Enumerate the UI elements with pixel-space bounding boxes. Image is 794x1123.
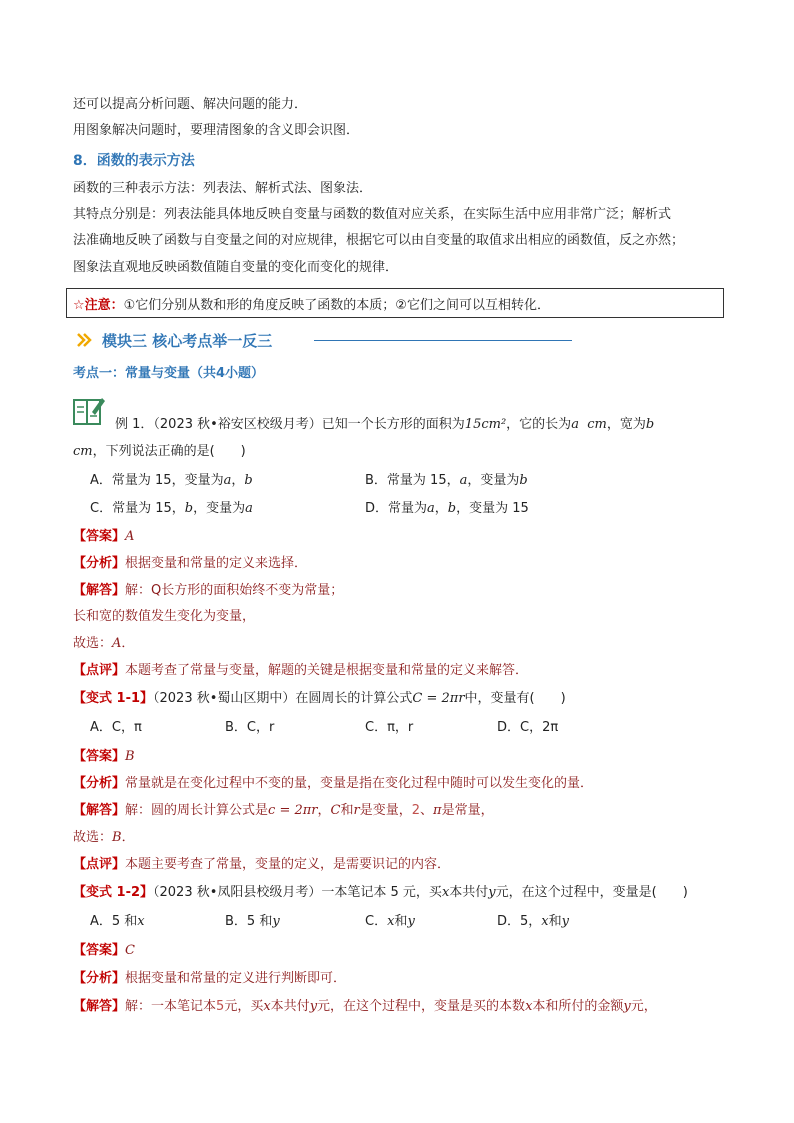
section-heading: 8．函数的表示方法: [73, 153, 195, 169]
variant-stem: 【变式 1-2】（2023 秋•凤阳县校级月考）一本笔记本 5 元，买x本共付y元，在这个过程中，变量是( ): [73, 885, 688, 900]
option-a[interactable]: A．5 和x: [90, 914, 145, 929]
solution-row: 【解答】解：Q长方形的面积始终不变为常量；: [73, 583, 344, 598]
note-box: [66, 288, 724, 318]
paragraph: 图象法直观地反映函数值随自变量的变化而变化的规律．: [73, 260, 399, 275]
module-title: 模块三 核心考点举一反三: [102, 332, 273, 350]
example-stem-cont: cm，下列说法正确的是( ): [73, 444, 246, 459]
comment-row: 【点评】本题考查了常量与变量，解题的关键是根据变量和常量的定义来解答．: [73, 663, 529, 678]
note-text: ①它们分别从数和形的角度反映了函数的本质；②它们之间可以互相转化．: [123, 298, 550, 313]
option-c[interactable]: C．x和y: [365, 914, 415, 929]
analysis-row: 【分析】常量就是在变化过程中不变的量，变量是指在变化过程中随时可以发生变化的量．: [73, 776, 594, 791]
solution-row: 故选：A．: [73, 636, 135, 651]
option-b[interactable]: B．常量为 15，a，变量为b: [365, 473, 528, 488]
intro-line-2: 用图象解决问题时，要理清图象的含义即会识图．: [73, 123, 360, 138]
paragraph: 函数的三种表示方法：列表法、解析式法、图象法．: [73, 181, 373, 196]
option-d[interactable]: D．C，2π: [497, 720, 559, 735]
kaodian-heading: 考点一：常量与变量（共4小题）: [73, 366, 265, 381]
solution-row: 故选：B．: [73, 830, 135, 845]
comment-row: 【点评】本题主要考查了常量，变量的定义，是需要识记的内容．: [73, 857, 451, 872]
option-d[interactable]: D．5，x和y: [497, 914, 570, 929]
answer-row: 【答案】A: [73, 529, 135, 544]
analysis-row: 【分析】根据变量和常量的定义进行判断即可．: [73, 971, 347, 986]
paragraph: 其特点分别是：列表法能具体地反映自变量与函数的数值对应关系，在实际生活中应用非常广泛；解析式: [73, 207, 672, 222]
option-c[interactable]: C．π，r: [365, 720, 414, 735]
option-a[interactable]: A．C，π: [90, 720, 142, 735]
example-stem: 例 1．（2023 秋•裕安区校级月考）已知一个长方形的面积为15cm²，它的长为a cm，宽为b: [115, 417, 655, 432]
option-c[interactable]: C．常量为 15，b，变量为a: [90, 501, 253, 516]
answer-row: 【答案】B: [73, 749, 135, 764]
answer-row: 【答案】C: [73, 943, 135, 958]
intro-line-1: 还可以提高分析问题、解决问题的能力．: [73, 97, 308, 112]
paragraph: 法准确地反映了函数与自变量之间的对应规律，根据它可以由自变量的取值求出相应的函数值，反之亦然；: [73, 233, 685, 248]
option-b[interactable]: B．C，r: [225, 720, 275, 735]
double-chevron-icon: [76, 331, 94, 349]
notebook-pencil-icon: [72, 394, 106, 428]
solution-row: 【解答】解：一本笔记本5元，买x本共付y元，在这个过程中，变量是买的本数x本和所付的金额y元，: [73, 999, 657, 1014]
solution-row: 长和宽的数值发生变化为变量，: [73, 609, 256, 624]
option-a[interactable]: A．常量为 15，变量为a，b: [90, 473, 253, 488]
note-label: ☆注意：: [73, 298, 124, 313]
divider: [314, 340, 572, 341]
variant-stem: 【变式 1-1】（2023 秋•蜀山区期中）在圆周长的计算公式C = 2πr中，变量有( ): [73, 691, 566, 706]
option-b[interactable]: B．5 和y: [225, 914, 280, 929]
option-d[interactable]: D．常量为a，b，变量为 15: [365, 501, 529, 516]
analysis-row: 【分析】根据变量和常量的定义来选择．: [73, 556, 308, 571]
solution-row: 【解答】解：圆的周长计算公式是c = 2πr，C和r是变量，2、π是常量，: [73, 803, 494, 818]
